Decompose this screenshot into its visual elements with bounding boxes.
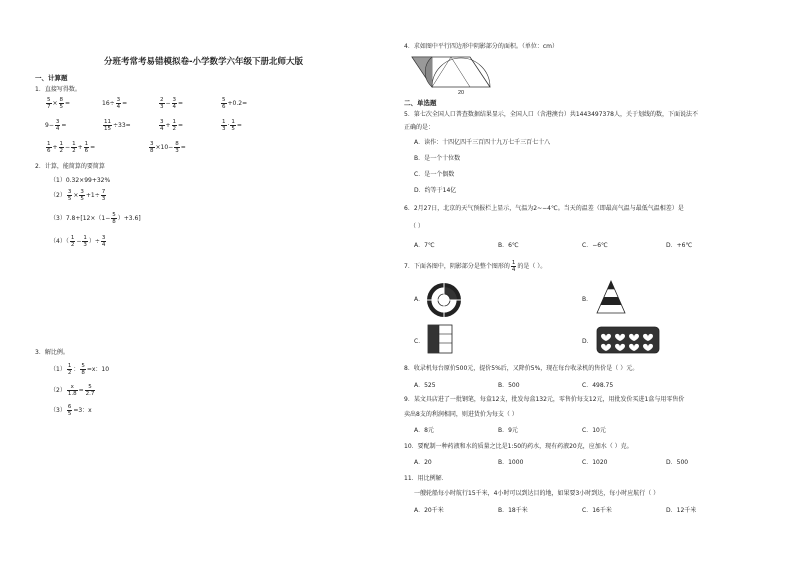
- hearts-figure: [596, 326, 660, 354]
- q9-option-b[interactable]: B．9元: [498, 427, 518, 434]
- calc-item: $\frac{5}{7}$ × $\frac{8}{5}$ =: [47, 97, 71, 110]
- q5-option-d[interactable]: D．约等于14亿: [414, 187, 457, 194]
- calc-item: $\frac{1}{6}$ + $\frac{1}{2}$ − $\frac{1}{2}$ + $\frac{1}{6}$ =: [47, 141, 96, 154]
- q5-option-b[interactable]: B．是一个十位数: [414, 155, 461, 162]
- q10-option-d[interactable]: D．500: [666, 459, 689, 466]
- question-6-cont: （ ）: [410, 223, 424, 230]
- q6-option-b[interactable]: B．6℃: [498, 242, 519, 249]
- proportion-2: （2） $\frac{x}{1.8}$ = $\frac{5}{2.7}$: [50, 384, 95, 397]
- calc-line-2: （2） $\frac{3}{5}$ × $\frac{3}{5}$ +1÷ $\frac{7}{3}$: [50, 189, 106, 202]
- question-11: 11．用比例解．: [404, 475, 448, 482]
- page-title: 分班考常考易错模拟卷-小学数学六年级下册北师大版: [104, 57, 304, 67]
- question-6: 6．2月27日，北京的天气预报栏上显示，气温为2~−4℃。当天的温差（即最高气温与最低气温相差）是: [404, 205, 684, 212]
- q11-option-b[interactable]: B．18千米: [498, 507, 528, 514]
- question-2: 2．计算，能简算的要简算: [35, 163, 105, 170]
- question-5-cont: 正确的是：: [404, 124, 435, 131]
- calc-item: 16÷ $\frac{3}{4}$ =: [102, 97, 128, 110]
- q5-option-a[interactable]: A．读作：十四亿四千三百四十九万七千三百七十八: [414, 139, 551, 146]
- q6-option-a[interactable]: A．7℃: [414, 242, 435, 249]
- question-1: 1．直接写得数。: [35, 86, 81, 93]
- calc-item: 9− $\frac{3}{4}$ =: [45, 119, 67, 132]
- question-4: 4．求如图中平行四边形中阴影部分的面积。（单位：cm）: [404, 43, 558, 50]
- q8-option-b[interactable]: B．500: [498, 382, 520, 389]
- q11-option-d[interactable]: D．12千米: [666, 507, 697, 514]
- question-7: 7．下面各图中，阴影部分是整个图形的 $\frac{1}{4}$ 的是（ ）。: [404, 260, 547, 273]
- q6-option-c[interactable]: C．−6℃: [582, 242, 608, 249]
- circle-figure: [425, 281, 463, 319]
- q10-option-c[interactable]: C．1020: [582, 459, 608, 466]
- calc-item: $\frac{2}{3}$ − $\frac{3}{4}$ =: [160, 97, 184, 110]
- question-11-cont: 一艘轮船每小时航行15千米，4小时可以到达目的地，如果要3小时到达，每小时应航行（ ）: [414, 490, 660, 497]
- q10-option-a[interactable]: A．20: [414, 459, 432, 466]
- calc-item: $\frac{3}{4}$ + $\frac{1}{2}$ =: [160, 119, 184, 132]
- q11-option-c[interactable]: C．16千米: [582, 507, 612, 514]
- calc-item: $\frac{5}{6}$ +0.2=: [222, 97, 248, 110]
- calc-line-3: （3）7.8+[12×（1− $\frac{5}{8}$ ）+3.6]: [50, 212, 141, 225]
- q8-option-a[interactable]: A．525: [414, 382, 436, 389]
- question-9-cont: 卖出8支的利润相同，则进货价为每支（ ）: [404, 411, 518, 418]
- q8-option-c[interactable]: C．498.75: [582, 382, 614, 389]
- question-5: 5．第七次全国人口普查数据结果显示，全国人口（含港澳台）共1443497378人，关于划线的数，下面说法不: [404, 111, 698, 118]
- calc-item: $\frac{11}{15}$ ÷33=: [104, 119, 131, 132]
- section-heading-calc: 一、计算题: [35, 74, 68, 82]
- calc-line-1: （1）0.32×99+32%: [50, 177, 111, 184]
- q7-option-b[interactable]: B．: [582, 296, 593, 303]
- q7-option-a[interactable]: A．: [414, 296, 425, 303]
- parallelogram-figure: [410, 55, 492, 95]
- proportion-1: （1） $\frac{1}{2}$ ： $\frac{5}{8}$ =x：10: [50, 363, 110, 376]
- figure-label-20: 20: [458, 90, 465, 95]
- question-9: 9．某文具店进了一批钢笔，每盒12支，批发每盒132元，零售价每支12元，用批发价买进1盒与用零售价: [404, 396, 685, 403]
- q10-option-b[interactable]: B．1000: [498, 459, 524, 466]
- q9-option-c[interactable]: C．10元: [582, 427, 606, 434]
- q11-option-a[interactable]: A．20千米: [414, 507, 444, 514]
- q9-option-a[interactable]: A．8元: [414, 427, 434, 434]
- calc-line-4: （4）（ $\frac{1}{2}$ − $\frac{1}{3}$ ）÷ $\frac{3}{4}$: [50, 235, 106, 248]
- question-10: 10．要配制一种药液和水的质量之比是1:50的药水，现有药液20克，应加水（ ）克。: [404, 443, 633, 450]
- calc-item: $\frac{1}{3}$ · $\frac{1}{5}$ =: [222, 119, 242, 132]
- q6-option-d[interactable]: D．+6℃: [666, 242, 693, 249]
- triangle-figure: [596, 280, 626, 314]
- question-3: 3．解比例。: [35, 349, 69, 356]
- question-8: 8．收录机每台原价500元，提价5%后，又降价5%，现在每台收录机的售价是（ ）元。: [404, 365, 639, 372]
- proportion-3: （3） $\frac{6}{5}$ =3：x: [50, 404, 92, 417]
- q7-option-d[interactable]: D．: [582, 338, 593, 345]
- q5-option-c[interactable]: C．是一个偶数: [414, 171, 455, 178]
- section-heading-single-choice: 二、单选题: [404, 99, 437, 107]
- calc-item: $\frac{3}{8}$ ×10− $\frac{8}{3}$ =: [150, 141, 186, 154]
- rectangle-figure: [427, 324, 453, 354]
- q7-option-c[interactable]: C．: [414, 338, 425, 345]
